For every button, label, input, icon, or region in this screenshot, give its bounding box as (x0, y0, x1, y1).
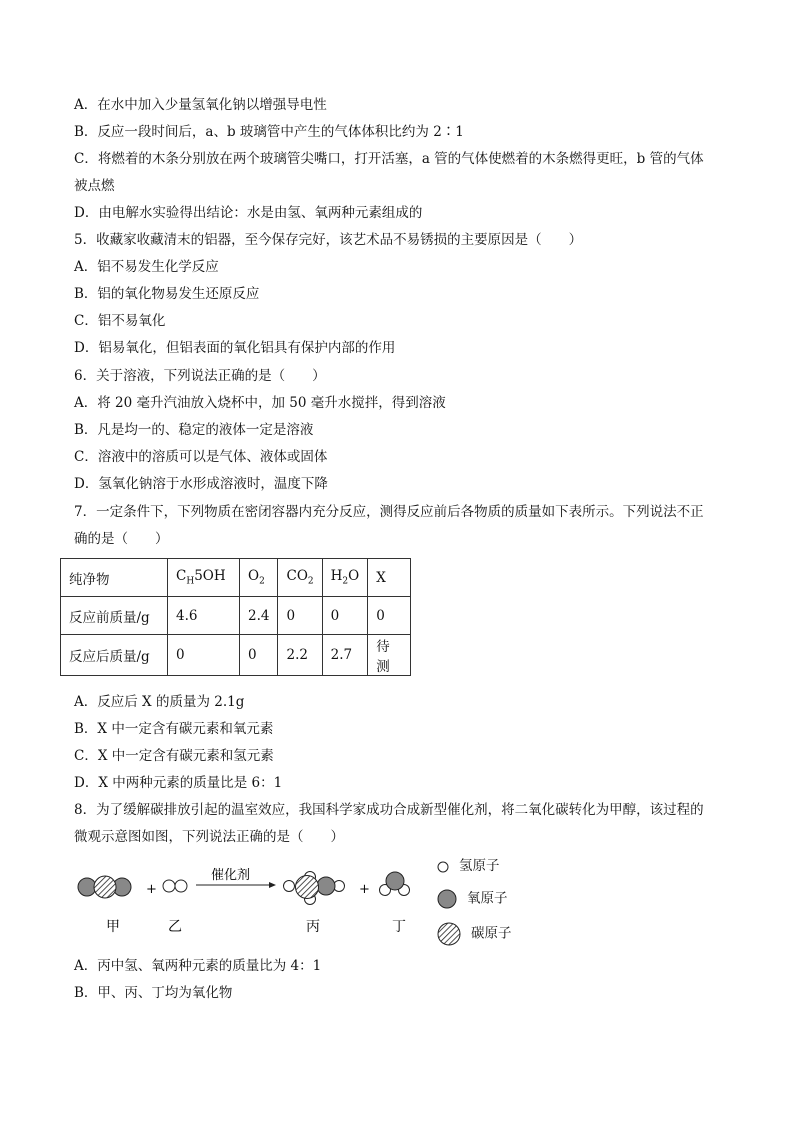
label-ding: 丁 (392, 919, 406, 935)
table-cell: 0 (278, 597, 322, 635)
table-cell-formula-ethanol: $C_H5OH$ (168, 559, 240, 597)
q7-option-d: D．X 中两种元素的质量比是 6：1 (74, 775, 283, 791)
q6-option-d: D．氢氧化钠溶于水形成溶液时，温度下降 (74, 476, 328, 492)
catalyst-label: 催化剂 (211, 868, 251, 883)
legend-carbon: 碳原子 (437, 922, 512, 946)
label-yi: 乙 (168, 919, 182, 935)
q8-option-a: A．丙中氢、氧两种元素的质量比为 4：1 (74, 958, 322, 974)
table-cell: 0 (322, 597, 368, 635)
legend-oxygen: 氧原子 (437, 889, 508, 909)
q6-stem: 6．关于溶液，下列说法正确的是（ ） (74, 368, 326, 384)
q6-option-a: A．将 20 毫升汽油放入烧杯中，加 50 毫升水搅拌，得到溶液 (74, 395, 446, 411)
table-row (61, 597, 411, 635)
q5-option-c: C．铝不易氧化 (74, 313, 166, 329)
plus-sign: + (146, 882, 157, 897)
q4-option-c-continued: 被点燃 (74, 178, 115, 194)
table-cell: 0 (168, 635, 240, 676)
table-cell: 2.7 (322, 635, 368, 676)
q5-option-d: D．铝易氧化，但铝表面的氧化铝具有保护内部的作用 (74, 340, 396, 356)
table-cell-formula-water: $H_2O$ (322, 559, 368, 597)
table-cell: 2.2 (278, 635, 322, 676)
q8-option-b: B．甲、丙、丁均为氧化物 (74, 985, 233, 1001)
q4-option-b: B．反应一段时间后，a、b 玻璃管中产生的气体体积比约为 2∶1 (74, 124, 464, 140)
label-jia: 甲 (106, 919, 120, 935)
mass-table (60, 558, 411, 676)
q4-option-d: D．由电解水实验得出结论：水是由氢、氧两种元素组成的 (74, 205, 423, 221)
q5-stem: 5．收藏家收藏清末的铝器，至今保存完好，该艺术品不易锈损的主要原因是（ ） (74, 232, 583, 248)
table-cell: 2.4 (240, 597, 278, 635)
q7-option-b: B．X 中一定含有碳元素和氧元素 (74, 721, 274, 737)
hydrogen-atom-icon (437, 861, 449, 873)
q7-option-a: A．反应后 X 的质量为 2.1g (74, 694, 245, 710)
q7-stem-continued: 确的是（ ） (74, 531, 169, 547)
molecule-bing (284, 872, 345, 905)
q4-option-c: C．将燃着的木条分别放在两个玻璃管尖嘴口，打开活塞，a 管的气体使燃着的木条燃得更旺，b 管的气体 (74, 151, 704, 167)
table-cell: 反应后质量/g (61, 635, 168, 676)
plus-sign: + (359, 882, 370, 897)
label-bing: 丙 (306, 919, 320, 935)
q4-option-a: A．在水中加入少量氢氧化钠以增强导电性 (74, 97, 327, 113)
table-cell: 反应前质量/g (61, 597, 168, 635)
q8-stem-continued: 微观示意图如图，下列说法正确的是（ ） (74, 829, 344, 845)
oxygen-atom-icon (437, 889, 457, 909)
q8-stem: 8．为了缓解碳排放引起的温室效应，我国科学家成功合成新型催化剂，将二氧化碳转化为甲醇，该过程的 (74, 802, 704, 818)
q5-option-b: B．铝的氧化物易发生还原反应 (74, 286, 260, 302)
table-cell: 4.6 (168, 597, 240, 635)
q6-option-b: B．凡是均一的、稳定的液体一定是溶液 (74, 422, 314, 438)
table-row (61, 635, 411, 676)
arrow-head-icon (269, 882, 276, 888)
table-cell: 纯净物 (61, 559, 168, 597)
molecule-yi (163, 880, 187, 892)
q6-option-c: C．溶液中的溶质可以是气体、液体或固体 (74, 449, 328, 465)
table-cell-formula-oxygen: $O_2$ (240, 559, 278, 597)
q7-option-c: C．X 中一定含有碳元素和氢元素 (74, 748, 274, 764)
table-cell: 待测 (368, 635, 411, 676)
molecule-ding (380, 872, 410, 896)
q7-stem: 7．一定条件下，下列物质在密闭容器内充分反应，测得反应前后各物质的质量如下表所示。下列说法不正 (74, 504, 704, 520)
table-header-row (61, 559, 411, 597)
table-cell: 0 (240, 635, 278, 676)
molecule-jia (78, 876, 131, 898)
table-cell-formula-co2: $CO_2$ (278, 559, 322, 597)
table-cell: 0 (368, 597, 411, 635)
q5-option-a: A．铝不易发生化学反应 (74, 259, 219, 275)
legend-hydrogen: 氢原子 (437, 857, 500, 875)
carbon-atom-icon (437, 922, 461, 946)
table-cell: X (368, 559, 411, 597)
